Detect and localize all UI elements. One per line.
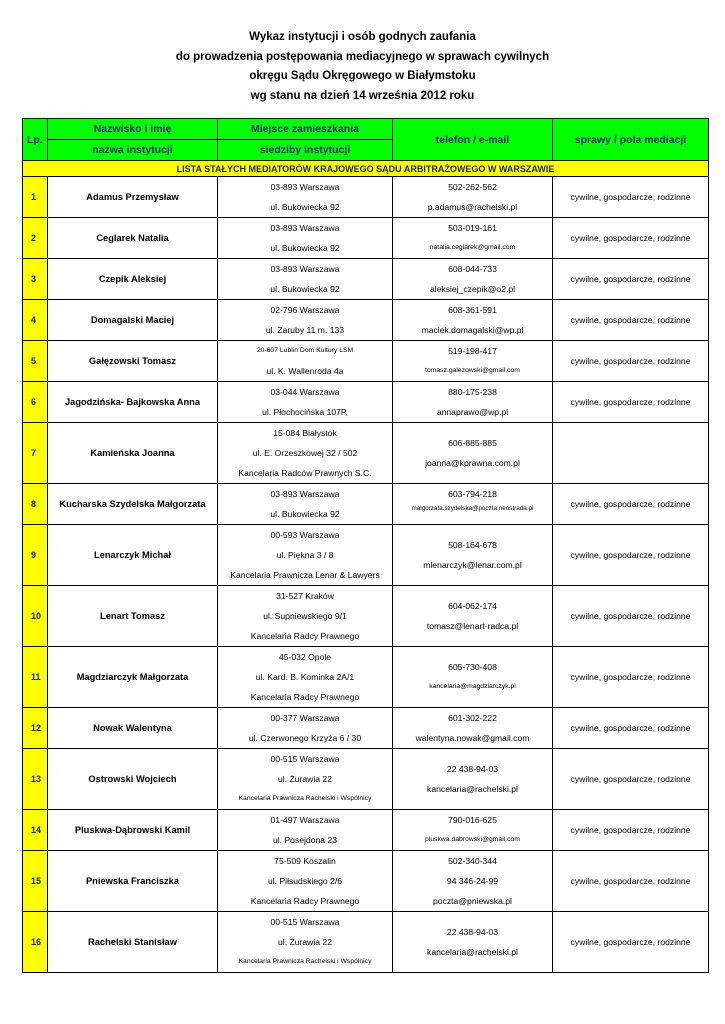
phone-number: 519-198-417	[448, 346, 497, 356]
email-address: maciek.domagalski@wp.pl	[421, 325, 524, 335]
address-line-1: 03-893 Warszawa	[270, 223, 340, 233]
contact-cell	[393, 586, 553, 647]
header-row	[23, 119, 709, 140]
address-line-1: 01-497 Warszawa	[270, 815, 340, 825]
mediation-fields: cywilne, gospodarcze, rodzinne	[553, 300, 709, 341]
address-line-2: ul. Supniewskiego 9/1	[263, 611, 347, 621]
table-row	[23, 749, 709, 810]
address-cell	[218, 300, 393, 341]
contact-cell	[393, 912, 553, 973]
row-number: 14	[23, 810, 48, 851]
phone-number: 502-340-344	[448, 856, 497, 866]
mediation-fields: cywilne, gospodarcze, rodzinne	[553, 851, 709, 912]
email-address: aleksiej_czepik@o2.pl	[429, 284, 516, 294]
address-line-1: 03-893 Warszawa	[270, 264, 340, 274]
address-line-3: Kancelaria Radcy Prawnego	[250, 631, 360, 641]
address-line-1: 03-893 Warszawa	[270, 489, 340, 499]
row-number: 7	[23, 423, 48, 484]
table-row	[23, 341, 709, 382]
contact-cell	[393, 300, 553, 341]
mediation-fields: cywilne, gospodarcze, rodzinne	[553, 647, 709, 708]
contact-cell	[393, 749, 553, 810]
address-cell	[218, 851, 393, 912]
address-line-1: 00-377 Warszawa	[270, 713, 340, 723]
header-lp: Lp.	[23, 119, 48, 161]
mediator-name: Adamus Przemysław	[48, 177, 218, 218]
table-row	[23, 810, 709, 851]
mediation-fields	[553, 423, 709, 484]
row-number: 11	[23, 647, 48, 708]
header-contact: telefon / e-mail	[393, 119, 553, 161]
address-line-3: Kancelaria Prawnicza Rachelski i Wspólnicy	[238, 958, 372, 965]
header-name-b: nazwa instytucji	[48, 140, 218, 161]
mediator-name: Jagodzińska- Bajkowska Anna	[48, 382, 218, 423]
table-row	[23, 177, 709, 218]
email-address: pluskwa.dabrowski@gmail.com	[425, 836, 520, 843]
mediator-name: Kamieńska Joanna	[48, 423, 218, 484]
address-line-3: Kancelaria Prawnicza Rachelski i Wspólnicy	[238, 795, 372, 802]
address-line-3: Kancelaria Radcy Prawnego	[250, 692, 360, 702]
row-number: 5	[23, 341, 48, 382]
phone-number: 503-019-161	[448, 223, 497, 233]
contact-cell	[393, 708, 553, 749]
address-line-1: 31-527 Kraków	[276, 591, 334, 601]
table-row	[23, 484, 709, 525]
title-line-4: wg stanu na dzień 14 września 2012 roku	[250, 89, 475, 102]
mediation-fields: cywilne, gospodarcze, rodzinne	[553, 259, 709, 300]
table-row	[23, 423, 709, 484]
contact-cell	[393, 382, 553, 423]
contact-cell	[393, 525, 553, 586]
row-number: 9	[23, 525, 48, 586]
address-line-3: Kancelaria Radcy Prawnego	[250, 896, 360, 906]
header-name-a: Nazwisko i imię	[48, 119, 218, 140]
table-row	[23, 218, 709, 259]
phone-number: 508-164-678	[448, 540, 497, 550]
email-address: walentyna.nowak@gmail.com	[415, 733, 530, 743]
address-cell	[218, 382, 393, 423]
address-line-1: 75-509 Koszalin	[274, 856, 336, 866]
email-address: joanna@kprawna.com.pl	[425, 458, 520, 468]
email-address: kancelaria@rachelski.pl	[427, 784, 518, 794]
mediator-name: Pniewska Franciszka	[48, 851, 218, 912]
mediator-name: Nowak Walentyna	[48, 708, 218, 749]
mediator-name: Domagalski Maciej	[48, 300, 218, 341]
mediator-name: Ceglarek Natalia	[48, 218, 218, 259]
address-line-2: ul. Piękna 3 / 8	[276, 550, 334, 560]
phone-number: 601-302-222	[448, 713, 497, 723]
address-line-3: Kancelaria Radców Prawnych S.C.	[238, 468, 372, 478]
mediation-fields: cywilne, gospodarcze, rodzinne	[553, 382, 709, 423]
address-cell	[218, 341, 393, 382]
contact-cell	[393, 484, 553, 525]
address-line-2: ul. Kard. B. Kominka 2A/1	[255, 672, 355, 682]
row-number: 12	[23, 708, 48, 749]
email-address: p.adamus@rachelski.pl	[427, 202, 518, 212]
address-line-1: 02-796 Warszawa	[270, 305, 340, 315]
email-address: natalia.ceglarek@gmail.com	[429, 244, 516, 251]
phone-number: 880-175-238	[448, 387, 497, 397]
address-line-2: ul. Bukowiecka 92	[270, 284, 340, 294]
phone-number: 606-885-885	[448, 438, 497, 448]
mediation-fields: cywilne, gospodarcze, rodzinne	[553, 177, 709, 218]
email-address: tomasz.galezowski@gmail.com	[425, 367, 520, 374]
phone-number: 603-794-218	[448, 489, 497, 499]
address-line-2: ul. Bukowiecka 92	[270, 509, 340, 519]
contact-cell	[393, 218, 553, 259]
mediator-name: Magdziarczyk Małgorzata	[48, 647, 218, 708]
address-line-2: ul. E. Orzeszkowej 32 / 502	[252, 448, 358, 458]
address-line-1: 15-084 Białystok	[273, 428, 337, 438]
address-cell	[218, 423, 393, 484]
table-row	[23, 851, 709, 912]
address-line-2: ul. Płochocińska 107P,	[262, 407, 348, 417]
mediators-table	[22, 118, 709, 973]
mediation-fields: cywilne, gospodarcze, rodzinne	[553, 218, 709, 259]
row-number: 15	[23, 851, 48, 912]
address-cell	[218, 177, 393, 218]
address-cell	[218, 708, 393, 749]
mediator-name: Ostrowski Wojciech	[48, 749, 218, 810]
address-cell	[218, 647, 393, 708]
row-number: 6	[23, 382, 48, 423]
mediator-name: Czepik Aleksiej	[48, 259, 218, 300]
mediation-fields: cywilne, gospodarcze, rodzinne	[553, 484, 709, 525]
contact-cell	[393, 423, 553, 484]
address-cell	[218, 525, 393, 586]
email-address: kancelaria@magdziarczyk.pl	[429, 683, 516, 690]
header-addr-b: siedziby instytucji	[218, 140, 393, 161]
phone-number: 608-044-733	[448, 264, 497, 274]
header-cases: sprawy / pola mediacji	[553, 119, 709, 161]
mediator-name: Rachelski Stanisław	[48, 912, 218, 973]
table-row	[23, 525, 709, 586]
address-line-1: 00-593 Warszawa	[270, 530, 340, 540]
phone-number: 605-730-408	[448, 662, 497, 672]
phone-number: 502-262-562	[448, 182, 497, 192]
table-row	[23, 586, 709, 647]
contact-cell	[393, 341, 553, 382]
title-line-3: okręgu Sądu Okręgowego w Białymstoku	[249, 70, 476, 82]
phone-number-2: 94 346-24-99	[446, 876, 499, 886]
phone-number: 790-016-625	[448, 815, 497, 825]
contact-cell	[393, 647, 553, 708]
address-line-2: ul. Żurawia 22	[278, 774, 332, 784]
address-line-2: ul. Żurawia 22	[278, 937, 332, 947]
address-line-2: ul. Bukowiecka 92	[270, 243, 340, 253]
address-line-2: ul. Zaruby 11 m. 133	[265, 325, 345, 335]
address-line-1: 03-893 Warszawa	[270, 182, 340, 192]
email-address: malgorzata.szydelska@poczta.neostrada.pl	[411, 505, 534, 512]
header-addr-a: Miejsce zamieszkania	[218, 119, 393, 140]
address-line-2: ul. Czerwonego Krzyża 6 / 30	[248, 733, 362, 743]
row-number: 1	[23, 177, 48, 218]
mediation-fields: cywilne, gospodarcze, rodzinne	[553, 810, 709, 851]
table-row	[23, 259, 709, 300]
contact-cell	[393, 851, 553, 912]
row-number: 3	[23, 259, 48, 300]
row-number: 10	[23, 586, 48, 647]
title-line-2: do prowadzenia postępowania mediacyjnego w sprawach cywilnych	[175, 50, 550, 63]
mediator-name: Kucharska Szydelska Małgorzata	[48, 484, 218, 525]
table-row	[23, 708, 709, 749]
title-line-1: Wykaz instytucji i osób godnych zaufania	[249, 31, 476, 43]
address-cell	[218, 586, 393, 647]
address-line-2: ul. Piłsudskiego 2/6	[267, 876, 343, 886]
row-number: 4	[23, 300, 48, 341]
address-cell	[218, 218, 393, 259]
email-address: tomasz@lenart-radca.pl	[426, 621, 519, 631]
section-row	[23, 161, 709, 177]
address-cell	[218, 810, 393, 851]
contact-cell	[393, 810, 553, 851]
email-address: annaprawo@wp.pl	[436, 407, 509, 417]
email-address: mlenarczyk@lenar.com.pl	[423, 560, 522, 570]
address-line-1: 20-607 Lublin Dom Kultury LSM	[256, 347, 354, 354]
row-number: 2	[23, 218, 48, 259]
contact-cell	[393, 259, 553, 300]
mediation-fields: cywilne, gospodarcze, rodzinne	[553, 586, 709, 647]
phone-number: 608-361-591	[448, 305, 497, 315]
address-cell	[218, 749, 393, 810]
mediator-name: Gałęzowski Tomasz	[48, 341, 218, 382]
document-title	[0, 28, 725, 106]
address-line-1: 00-515 Warszawa	[270, 754, 340, 764]
phone-number: 22 438-94-03	[446, 927, 499, 937]
mediation-fields: cywilne, gospodarcze, rodzinne	[553, 341, 709, 382]
address-line-1: 00-515 Warszawa	[270, 917, 340, 927]
mediator-name: Pluskwa-Dąbrowski Kamil	[48, 810, 218, 851]
mediation-fields: cywilne, gospodarcze, rodzinne	[553, 525, 709, 586]
contact-cell	[393, 177, 553, 218]
row-number: 16	[23, 912, 48, 973]
email-address: kancelaria@rachelski.pl	[427, 947, 518, 957]
mediator-name: Lenarczyk Michał	[48, 525, 218, 586]
address-line-2: ul. K. Wallenroda 4a	[266, 366, 344, 376]
address-cell	[218, 912, 393, 973]
address-line-2: ul. Bukowiecka 92	[270, 202, 340, 212]
table-row	[23, 647, 709, 708]
mediation-fields: cywilne, gospodarcze, rodzinne	[553, 708, 709, 749]
address-line-1: 45-032 Opole	[278, 652, 332, 662]
address-line-3: Kancelaria Prawnicza Lenar & Lawyers	[230, 570, 380, 580]
address-cell	[218, 259, 393, 300]
table-row	[23, 300, 709, 341]
mediation-fields: cywilne, gospodarcze, rodzinne	[553, 912, 709, 973]
phone-number: 22 438-94-03	[446, 764, 499, 774]
table-row	[23, 912, 709, 973]
row-number: 13	[23, 749, 48, 810]
phone-number: 604-062-174	[448, 601, 497, 611]
row-number: 8	[23, 484, 48, 525]
email-address: poczta@pniewska.pl	[433, 896, 512, 906]
mediation-fields: cywilne, gospodarcze, rodzinne	[553, 749, 709, 810]
address-line-2: ul. Posejdona 23	[272, 835, 338, 845]
address-cell	[218, 484, 393, 525]
mediator-name: Lenart Tomasz	[48, 586, 218, 647]
table-row	[23, 382, 709, 423]
section-label: LISTA STAŁYCH MEDIATORÓW KRAJOWEGO SĄDU ARBITRAŻOWEGO W WARSZAWIE	[23, 161, 709, 177]
address-line-1: 03-044 Warszawa	[270, 387, 340, 397]
